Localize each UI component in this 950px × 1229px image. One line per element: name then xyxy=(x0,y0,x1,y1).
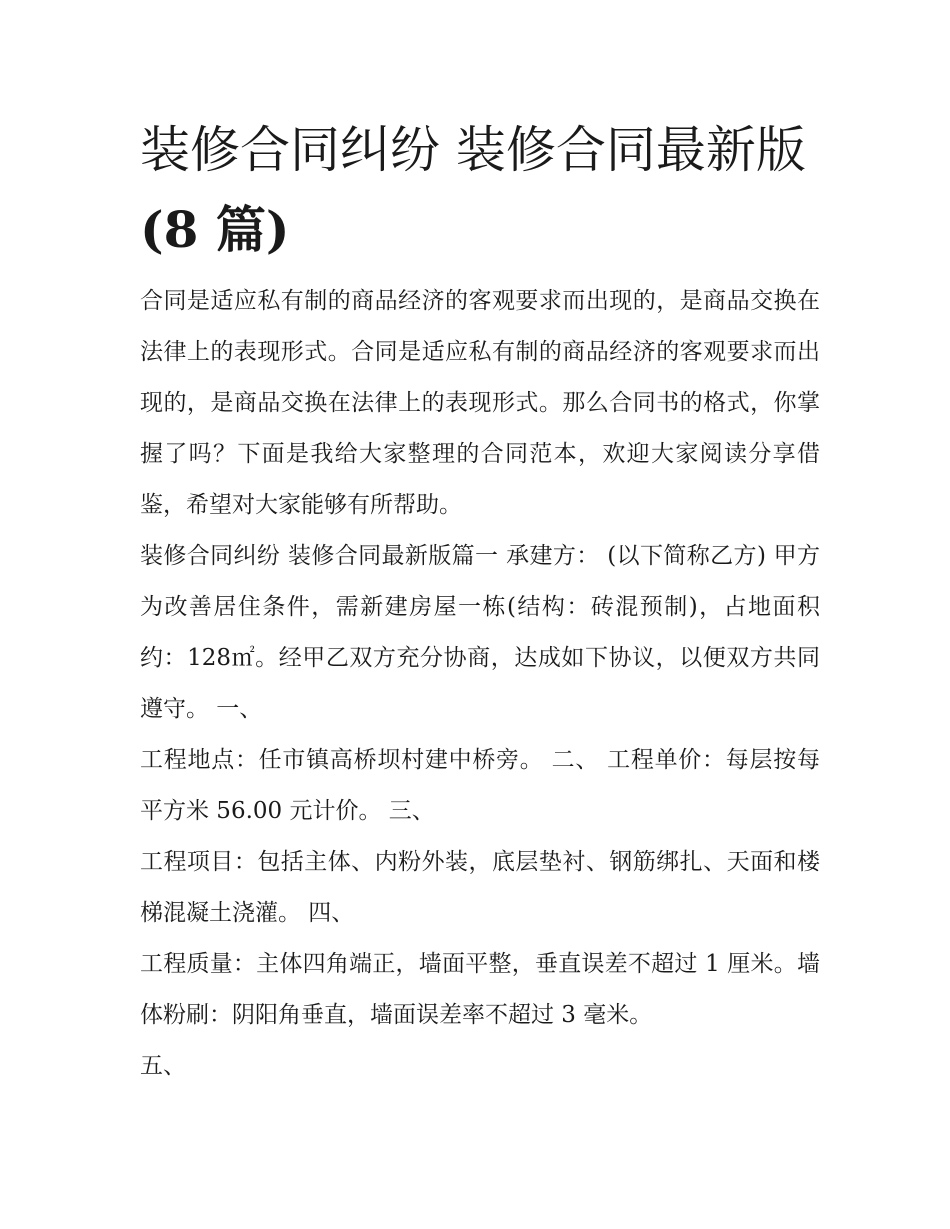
paragraph-contract-opening: 装修合同纠纷 装修合同最新版篇一 承建方： (以下简称乙方) 甲方为改善居住条件，需新建房屋一栋(结构：砖混预制)，占地面积约：128㎡。经甲乙双方充分协商，达成如下协议，以便双方共同遵守。 一、 xyxy=(140,543,820,722)
paragraph-project-items: 工程项目：包括主体、内粉外装，底层垫衬、钢筋绑扎、天面和楼梯混凝土浇灌。 四、 xyxy=(140,849,820,926)
document-title xyxy=(140,110,820,270)
title-line-1: 装修合同纠纷 装修合同最新版 xyxy=(140,121,806,179)
paragraph-section-five: 五、 xyxy=(140,1053,186,1079)
document-page xyxy=(140,110,820,1092)
title-line-2: (8 篇) xyxy=(140,200,290,259)
paragraph-intro: 合同是适应私有制的商品经济的客观要求而出现的，是商品交换在法律上的表现形式。合同是适应私有制的商品经济的客观要求而出现的，是商品交换在法律上的表现形式。那么合同书的格式，你掌握了吗？下面是我给大家整理的合同范本，欢迎大家阅读分享借鉴，希望对大家能够有所帮助。 xyxy=(140,288,820,518)
paragraph-location: 工程地点：任市镇高桥坝村建中桥旁。 二、 工程单价：每层按每平方米 56.00 元计价。 三、 xyxy=(140,747,820,824)
paragraph-quality: 工程质量：主体四角端正，墙面平整，垂直误差不超过 1 厘米。墙体粉刷：阴阳角垂直，墙面误差率不超过 3 毫米。 xyxy=(140,951,820,1028)
